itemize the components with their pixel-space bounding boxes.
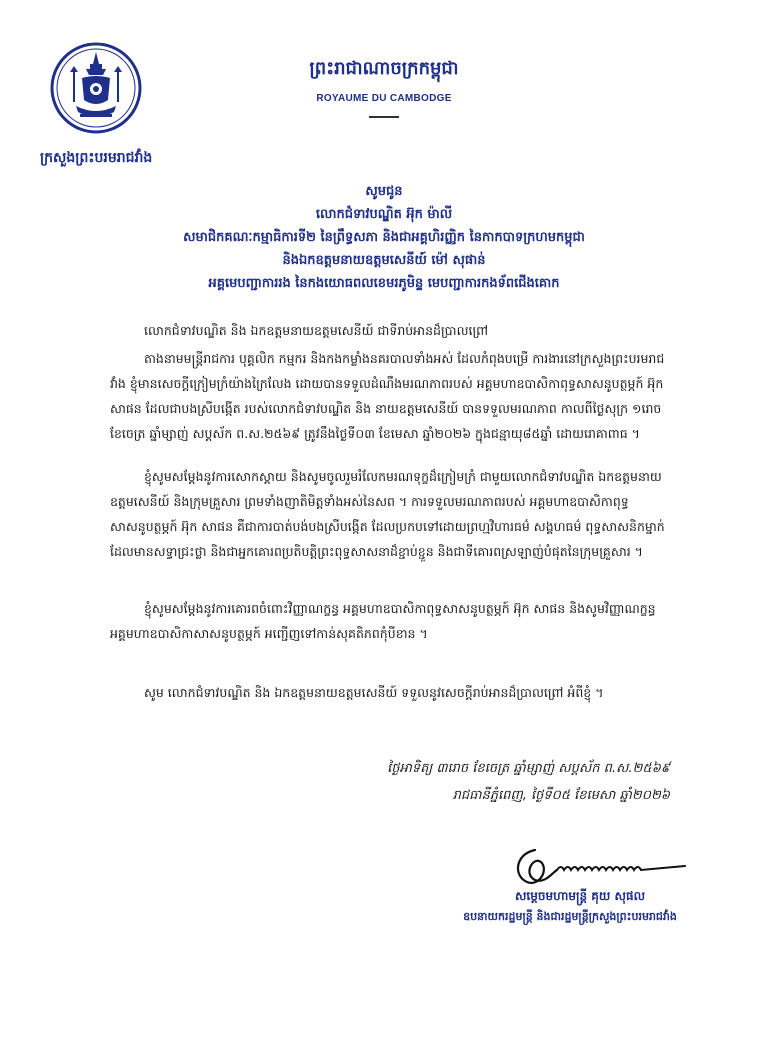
kingdom-name-french: ROYAUME DU CAMBODGE [316, 93, 452, 104]
kingdom-name-khmer: ព្រះរាជាណាចក្រកម្ពុជា [309, 58, 459, 79]
paragraph-3: ខ្ញុំសូមសម្តែងនូវការគោរពចំពោះវិញ្ញាណក្ខន្ធ អគ្គមហាឧបាសិកាពុទ្ធសាសនូបត្ថម្ភក៍ អ៊ុក សាផន និងសូមវិញ្ញាណក្ខន្ធ អគ្គមហាឧបាសិកាសាសនូបត្ថម្ភក៍ អញ្ជើញទៅកាន់សុគតិភពកុំបីខាន ។ [110, 601, 656, 641]
paragraph-2: ខ្ញុំសូមសម្តែងនូវការសោកស្តាយ និងសូមចូលរួមរំលែកមរណទុក្ខដ៏ក្រៀមក្រំ ជាមួយលោកជំទាវបណ្ឌិត ឯកឧត្តមនាយឧត្តមសេនីយ៍ និងក្រុមគ្រួសារ ព្រមទាំងញាតិមិត្តទាំងអស់នៃសព ។ ការទទួលមរណភាពរបស់ អគ្គមហាឧបាសិកាពុទ្ធសាសនូបត្ថម្ភក៍ អ៊ុក សាផន គឺជាការបាត់បង់បងស្រីបង្កើត ដែលប្រកបទៅដោយព្រហ្មវិហារធម៌ សង្គហធម៌ ពុទ្ធសាសនិកម្នាក់ដែលមានសទ្ធាជ្រះថ្លា និងជាអ្នកគោរពប្រតិបត្តិព្រះពុទ្ធសាសនាដ៏ខ្ជាប់ខ្ជួន និងជាទីគោរពស្រឡាញ់បំផុតនៃក្រុមគ្រួសារ ។ [110, 469, 665, 559]
address-line-4: អគ្គមេបញ្ជាការរង នៃកងយោធពលខេមរភូមិន្ទ មេបញ្ជាការកងទ័ពជើងគោក [208, 276, 560, 291]
salutation: លោកជំទាវបណ្ឌិត និង ឯកឧត្តមនាយឧត្តមសេនីយ៍ ជាទីរាប់អានដ៏ប្រាលព្រៅ [144, 323, 489, 338]
address-line-3: និងឯកឧត្តមនាយឧត្តមសេនីយ៍ ម៉ៅ សុផាន់ [282, 253, 486, 268]
lunar-date: ថ្ងៃអាទិត្យ ៣រោច ខែចេត្រ ឆ្នាំម្សាញ់ សប្តស័ក ព.ស.២៥៦៩ [387, 761, 670, 776]
signer-name: សម្តេចមហាមន្ត្រី គុយ សុផល [515, 889, 645, 903]
closing-line: សូម លោកជំទាវបណ្ឌិត និង ឯកឧត្តមនាយឧត្តមសេនីយ៍ ទទួលនូវសេចក្តីរាប់អានដ៏ប្រាលព្រៅ អំពីខ្ញុំ ។ [144, 685, 604, 700]
royal-palace-emblem-icon [50, 42, 142, 134]
solar-date: រាជធានីភ្នំពេញ, ថ្ងៃទី០៥ ខែមេសា ឆ្នាំ២០២៦ [452, 788, 670, 803]
ministry-name: ក្រសួងព្រះបរមរាជវាំង [40, 150, 153, 166]
address-line-1: លោកជំទាវបណ្ឌិត អ៊ុក ម៉ាលី [315, 207, 453, 222]
address-to: សូមជូន [365, 184, 403, 199]
paragraph-1: តាងនាមមន្ត្រីរាជការ បុគ្គលិក កម្មករ និងកងកម្លាំងនគរបាលទាំងអស់ ដែលកំពុងបម្រើ ការងារនៅក្រសួងព្រះបរមរាជវាំង ខ្ញុំមានសេចក្តីក្រៀមក្រំយ៉ាងក្រៃលែង ដោយបានទទួលដំណឹងមរណភាពរបស់ អគ្គមហាឧបាសិកាពុទ្ធសាសនូបត្ថម្ភក៍ អ៊ុក សាផន ដែលជាបងស្រីបង្កើត របស់លោកជំទាវបណ្ឌិត និង នាយឧត្តមសេនីយ៍ បានទទួលមរណភាព កាលពីថ្ងៃសុក្រ ១រោច ខែចេត្រ ឆ្នាំម្សាញ់ សប្តស័ក ព.ស.២៥៦៩ ត្រូវនឹងថ្ងៃទី០៣ ខែមេសា ឆ្នាំ២០២៦ ក្នុងជន្មាយុ៨៥ឆ្នាំ ដោយរោគាពាធ ។ [110, 351, 665, 441]
signer-title: ឧបនាយករដ្ឋមន្ត្រី និងជារដ្ឋមន្ត្រីក្រសួងព្រះបរមរាជវាំង [463, 910, 677, 923]
address-line-2: សមាជិកគណៈកម្មាធិការទី២ នៃព្រឹទ្ធសភា និងជាអគ្គហិរញ្ញិក នៃកាកបាទក្រហមកម្ពុជា [183, 230, 585, 245]
header-divider [369, 116, 399, 118]
